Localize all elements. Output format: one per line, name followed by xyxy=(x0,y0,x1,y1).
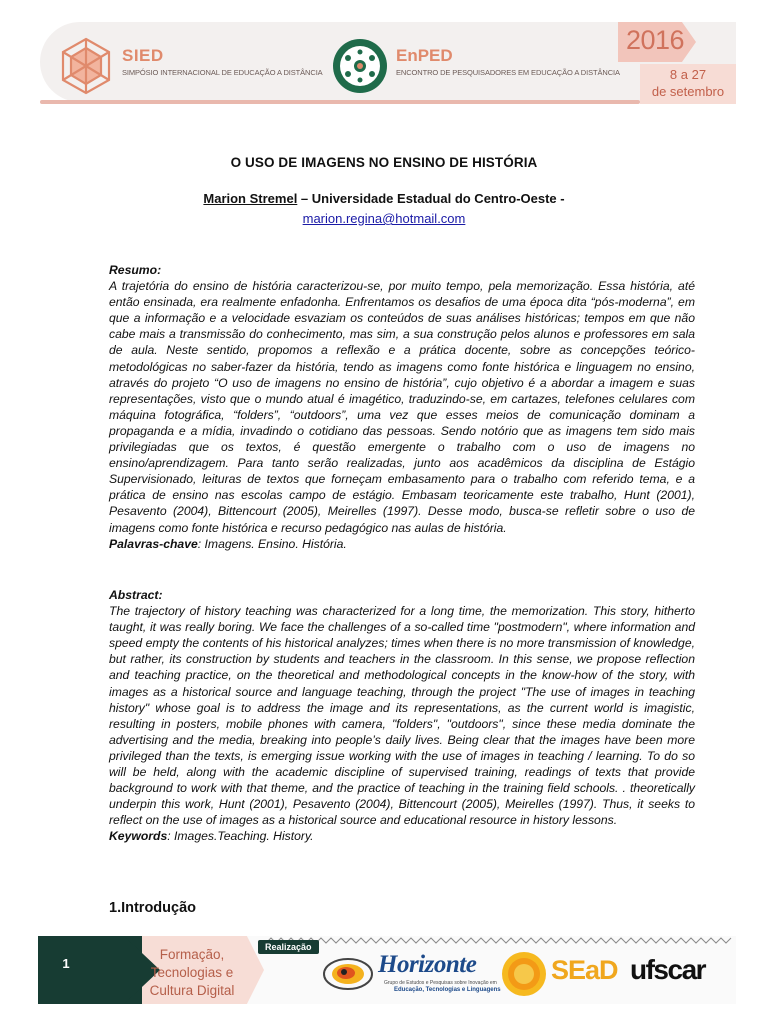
horizonte-logo-text: Horizonte xyxy=(378,951,477,978)
header-divider xyxy=(40,100,640,104)
sied-logo-icon xyxy=(56,36,116,96)
sead-logo-text: SEaD xyxy=(551,955,618,985)
footer-slogan xyxy=(140,946,244,1000)
enped-logo-icon xyxy=(330,36,390,96)
sead-sun-icon xyxy=(500,950,548,998)
realizacao-label: Realização xyxy=(258,940,319,954)
paper-title: O USO DE IMAGENS NO ENSINO DE HISTÓRIA xyxy=(230,155,538,170)
abstract-keywords-label: Keywords xyxy=(109,829,168,844)
event-dates-line2: de setembro xyxy=(651,84,725,99)
ufscar-logo-text: ufscar xyxy=(630,954,706,985)
footer-zigzag-border xyxy=(266,937,734,945)
resumo-section xyxy=(109,262,695,552)
event-year: 2016 xyxy=(626,25,685,55)
author-email-link[interactable]: marion.regina@hotmail.com xyxy=(302,211,466,226)
section-heading-introducao: 1.Introdução xyxy=(109,900,197,916)
author-name: Marion Stremel xyxy=(203,191,298,206)
horizonte-logo-icon xyxy=(322,956,374,992)
footer-slogan-line1: Formação, xyxy=(159,947,225,962)
horizonte-subtitle: Grupo de Estudos e Pesquisas sobre Inovação em xyxy=(384,980,497,986)
author-line xyxy=(0,191,768,206)
resumo-heading: Resumo: xyxy=(109,263,162,277)
abstract-text: The trajectory of history teaching was characterized for a long time, the memorization. This story, hitherto taught, it was really boring. We face the challenges of a so-called time "postmodern", where information and speed empty the contents of his historical analyzes; times when there is no more transmission of knowledge, but rather, its construction by students and teachers in the classroom. In this sense, we propose reflection and teaching practice, on the theoretical and methodological concepts in the know-how of the story, with images as a historical source and language teaching, through the project "The use of images in teaching history" whose goal is to address the image and its representations, as the current world is imagistic, resulting in posters, mobile phones with camera, "folders", "outdoors", since these media dominate the advertising and the media, breaking into people’s daily lives. Being clear that the images have been more privileged than the texts, is emerging issue working with the use of images in teaching / learning. To do so will be held, along with the academic discipline of supervised training, readings of texts that provide background to work with that theme, and the practice of teaching in the training field schools. . theoretically underpin this work, Hunt (2001), Pesavento (2004), Bittencourt (2005), Meirelles (1997). Thus, it seeks to reflect on the use of images as a historical source and educational resource in history lessons. xyxy=(109,604,695,828)
email-line xyxy=(0,211,768,226)
footer-slogan-line2: Tecnologias e xyxy=(150,965,234,980)
resumo-keywords xyxy=(109,536,695,552)
abstract-section xyxy=(109,587,695,845)
author-affiliation: – Universidade Estadual do Centro-Oeste - xyxy=(297,191,565,206)
resumo-text: A trajetória do ensino de história caracterizou-se, por muito tempo, pela memorização. Essa história, até então ensinada, era realmente enfadonha. Enfrentamos os desafios de uma época dita “pós-moderna”, em que a informação e a velocidade esvaziam os conteúdos de suas análises históricas; tempos em que não cabe mais a transmissão do conhecimento, mas sim, a sua construção pelos alunos e professores em sala de aula. Neste sentido, propomos a reflexão e a prática docente, sobre as concepções teórico-metodológicas no saber-fazer da história, tendo as imagens como fonte histórica e linguagem no ensino, através do projeto “O uso de imagens no ensino de história”, cujo objetivo é a abordar a imagem e suas representações, visto que o mundo atual é imagético, traduzindo-se, em cartazes, telefones celulares com máquina fotográfica, “folders”, “outdoors”, uma vez que esses meios de comunicação dominam a propaganda e a mídia, invadindo o cotidiano das pessoas. Sendo notório que as imagens tem sido mais privilegiadas que os textos, é questão emergente o trabalho com o uso de imagens no ensino/aprendizagem. Para tanto serão realizadas, junto aos acadêmicos da disciplina de Estágio Supervisionado, leituras de textos que forneçam embasamento para o trabalho com referido tema, e a prática de ensino nas escolas campo de estágio. Embasam teoricamente este trabalho, Hunt (2001), Pesavento (2004), Bittencourt (2005), Meirelles (1997). Desse modo, busca-se refletir sobre o uso de imagens como fonte histórica e recurso pedagógico nas aulas de história. xyxy=(109,279,695,535)
enped-subtitle: ENCONTRO DE PESQUISADORES EM EDUCAÇÃO A DISTÂNCIA xyxy=(396,68,620,77)
horizonte-subtitle-bold: Educação, Tecnologias e Linguagens xyxy=(394,987,501,993)
page-number: 1 xyxy=(62,956,70,971)
resumo-keywords-label: Palavras-chave xyxy=(109,536,198,551)
resumo-keywords-value: : Imagens. Ensino. História. xyxy=(197,536,347,551)
sied-subtitle: SIMPÓSIO INTERNACIONAL DE EDUCAÇÃO A DISTÂNCIA xyxy=(122,68,323,77)
abstract-keywords xyxy=(109,828,695,844)
sied-title: SIED xyxy=(122,46,164,65)
enped-title: EnPED xyxy=(396,46,453,65)
abstract-keywords-value: : Images.Teaching. History. xyxy=(167,829,314,844)
abstract-heading: Abstract: xyxy=(109,588,163,602)
footer-slogan-line3: Cultura Digital xyxy=(149,983,235,998)
event-dates-line1: 8 a 27 xyxy=(669,67,707,82)
